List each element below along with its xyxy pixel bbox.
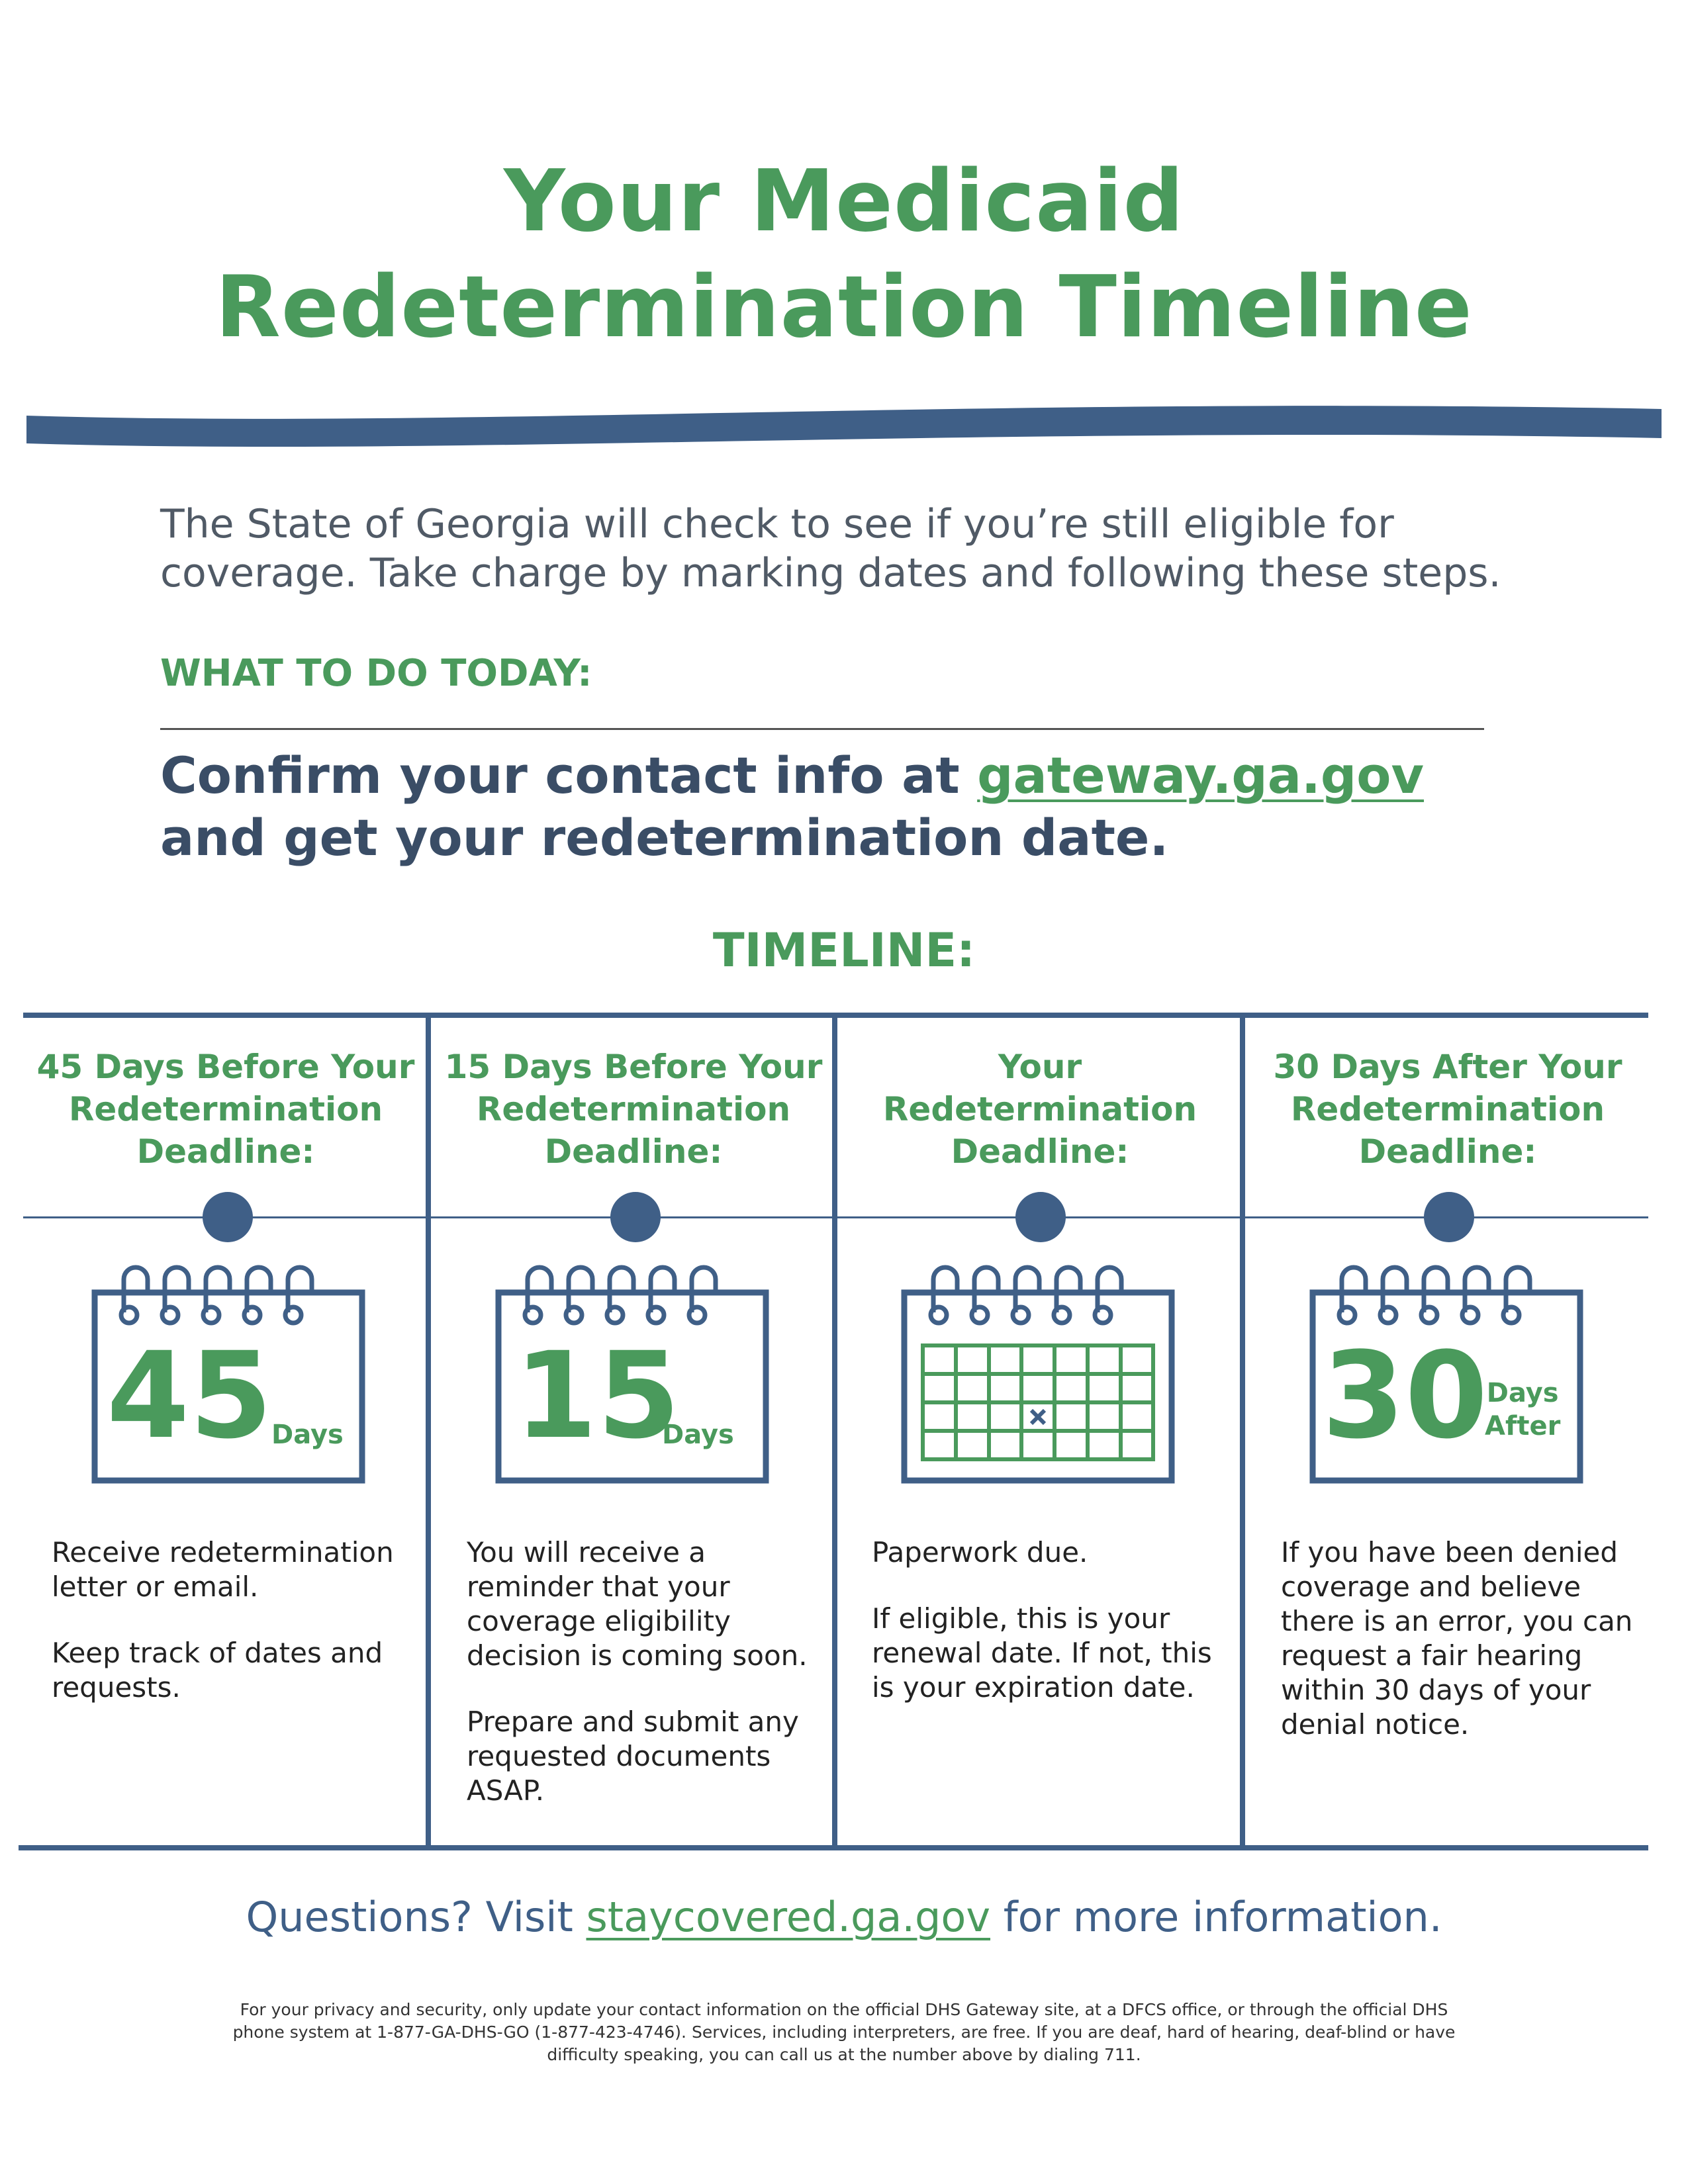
- intro-text: The State of Georgia will check to see if you’re still eligible for coverage. Take charge by marking dates and following these steps.: [160, 501, 1501, 596]
- calendar-30-unit: Days After: [1485, 1378, 1561, 1441]
- staycovered-link[interactable]: staycovered.ga.gov: [586, 1893, 991, 1941]
- calendar-30-number: 30: [1322, 1327, 1488, 1465]
- questions-suffix: for more information.: [990, 1893, 1442, 1941]
- calendar-45-unit: Days: [271, 1420, 344, 1450]
- gateway-link[interactable]: gateway.ga.gov: [977, 746, 1425, 805]
- calendar-grid-icon: [899, 1261, 1177, 1486]
- column-3-timeline-dot: [1015, 1192, 1066, 1242]
- confirm-prefix: Confirm your contact info at: [160, 746, 978, 805]
- footer-disclaimer: For your privacy and security, only update your contact information on the official DHS Gateway site, at a DFCS office, or through the official DHS phone system at 1-877-GA-DHS-GO (1-877-423-4746). Services, including interpreters, are free. If you are deaf, hard of hearing, deaf-blind or have difficulty speaking, you can call us at the number above by dialing 711.: [232, 2000, 1456, 2064]
- title-line-1: Your Medicaid: [503, 152, 1185, 251]
- timeline-heading: TIMELINE:: [712, 923, 976, 978]
- column-1-text: Receive redetermination letter or email. Keep track of dates and requests.: [52, 1536, 394, 1704]
- column-2-timeline-dot: [610, 1192, 661, 1242]
- page-title: [0, 149, 1688, 361]
- column-3-title: Your Redetermination Deadline:: [882, 1048, 1197, 1171]
- calendar-30-icon: [1307, 1261, 1585, 1486]
- calendar-15-icon: [493, 1261, 771, 1486]
- questions-line: [0, 1893, 1688, 1941]
- column-4-timeline-dot: [1424, 1192, 1474, 1242]
- column-2-title: 15 Days Before Your Redetermination Deadline:: [444, 1048, 823, 1171]
- column-1-title: 45 Days Before Your Redetermination Deadline:: [36, 1048, 415, 1171]
- wave-divider: [0, 390, 1688, 450]
- column-1-timeline-dot: [203, 1192, 253, 1242]
- calendar-15-unit: Days: [662, 1420, 734, 1450]
- calendar-15-number: 15: [514, 1327, 680, 1465]
- column-4-text: If you have been denied coverage and believe there is an error, you can request a fair hearing within 30 days of your denial notice.: [1281, 1536, 1633, 1741]
- title-line-2: Redetermination Timeline: [215, 258, 1473, 357]
- column-4-title: 30 Days After Your Redetermination Deadline:: [1273, 1048, 1622, 1171]
- questions-prefix: Questions? Visit: [246, 1893, 586, 1941]
- confirm-line-2: and get your redetermination date.: [160, 808, 1169, 867]
- column-3-text: Paperwork due. If eligible, this is your renewal date. If not, this is your expiration date.: [872, 1536, 1212, 1704]
- column-2-text: You will receive a reminder that your coverage eligibility decision is coming soon. Prepare and submit any requested documents ASAP.: [467, 1536, 808, 1807]
- calendar-45-number: 45: [107, 1327, 273, 1465]
- confirm-statement: [160, 745, 1550, 869]
- calendar-45-icon: [89, 1261, 367, 1486]
- section-rule: [160, 728, 1484, 730]
- what-to-do-heading: WHAT TO DO TODAY:: [160, 652, 592, 695]
